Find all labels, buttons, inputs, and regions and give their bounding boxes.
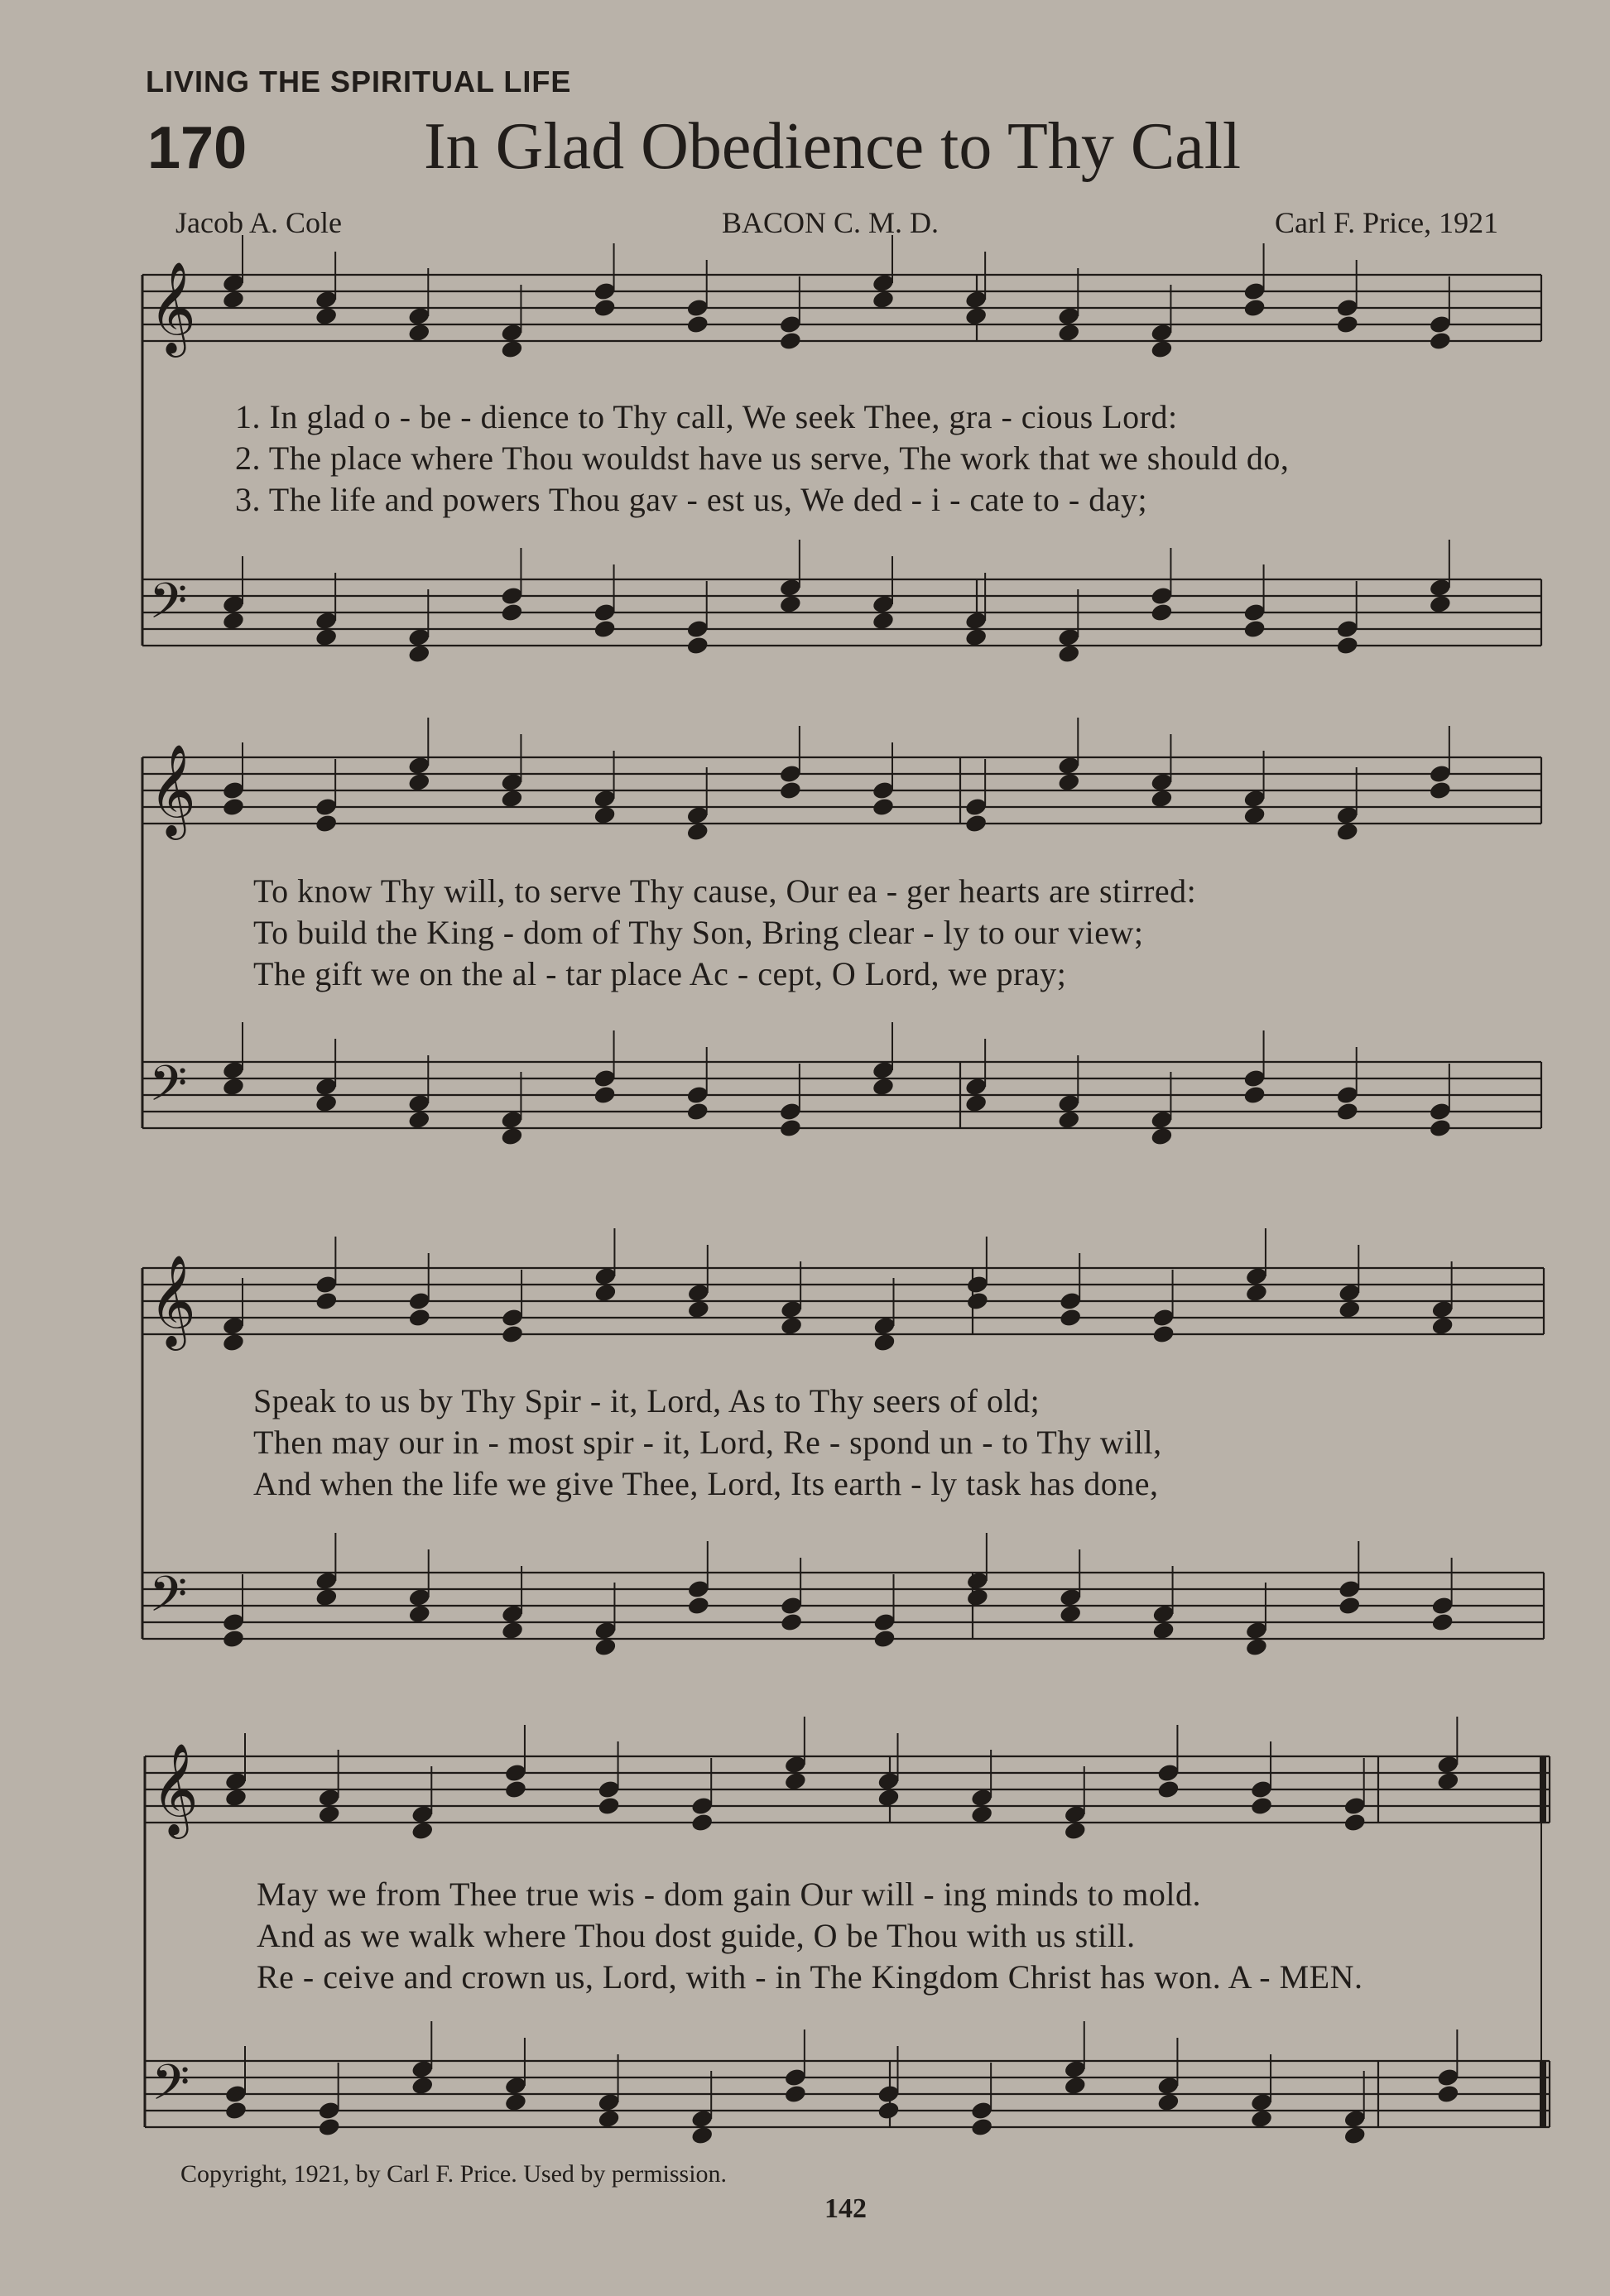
note-head — [1057, 643, 1081, 664]
note-head — [411, 1820, 435, 1841]
note-head — [593, 297, 617, 318]
note-head — [966, 1290, 990, 1311]
treble-clef-icon: 𝄞 — [149, 1254, 196, 1347]
note-head — [1242, 297, 1266, 318]
note-head — [315, 1093, 339, 1113]
note-head — [407, 771, 431, 792]
treble-clef-icon: 𝄞 — [151, 1742, 199, 1835]
note-head — [500, 602, 524, 622]
note-head — [407, 643, 431, 664]
note-head — [1151, 1620, 1175, 1640]
note-head — [224, 2100, 248, 2121]
note-head — [779, 780, 803, 800]
note-head — [872, 289, 896, 310]
note-head — [964, 1093, 988, 1113]
note-head — [1059, 1603, 1083, 1624]
note-head — [1151, 1323, 1175, 1344]
note-head — [966, 1587, 990, 1607]
note-head — [1335, 314, 1359, 334]
note-head — [407, 1603, 431, 1624]
note-head — [1150, 602, 1174, 622]
note-head — [1430, 1315, 1454, 1336]
note-head — [222, 1332, 246, 1352]
note-head — [686, 1595, 710, 1616]
note-head — [222, 1076, 246, 1097]
treble-clef-icon: 𝄞 — [149, 261, 196, 353]
note-head — [1250, 2108, 1274, 2129]
note-head — [877, 1787, 901, 1808]
bass-clef-icon: 𝄢 — [149, 1054, 188, 1124]
note-head — [315, 627, 339, 647]
note-head — [690, 1812, 714, 1832]
note-head — [685, 314, 709, 334]
page-number: 142 — [824, 2193, 867, 2224]
tune-name: BACON C. M. D. — [722, 206, 940, 239]
composer: Carl F. Price, 1921 — [1275, 206, 1499, 239]
note-head — [1057, 322, 1081, 343]
note-head — [1343, 2125, 1367, 2145]
hymn-number: 170 — [147, 115, 248, 181]
note-head — [1156, 2092, 1180, 2112]
note-head — [1338, 1299, 1362, 1319]
note-head — [500, 1126, 524, 1146]
note-head — [1242, 618, 1266, 639]
lyric-line: 1. In glad o - be - dience to Thy call, We seek Thee, gra - cious Lord: — [235, 398, 1178, 435]
note-head — [779, 1117, 803, 1138]
note-head — [1057, 1109, 1081, 1130]
note-head — [222, 610, 246, 631]
lyric-line: The gift we on the al - tar place Ac - cept, O Lord, we pray; — [253, 955, 1067, 992]
note-head — [686, 1299, 710, 1319]
note-head — [784, 2083, 808, 2104]
note-head — [1242, 1084, 1266, 1105]
note-head — [1063, 1820, 1087, 1841]
lyric-line: Re - ceive and crown us, Lord, with - in The Kingdom Christ has won. A - MEN. — [257, 1958, 1363, 1996]
note-head — [504, 2092, 528, 2112]
note-head — [964, 813, 988, 833]
note-head — [315, 305, 339, 326]
author: Jacob A. Cole — [175, 206, 342, 239]
note-head — [1429, 780, 1453, 800]
note-head — [315, 813, 339, 833]
note-head — [222, 1628, 246, 1649]
note-head — [685, 821, 709, 842]
section-header: LIVING THE SPIRITUAL LIFE — [146, 65, 572, 98]
bass-clef-icon: 𝄢 — [149, 1565, 188, 1635]
note-head — [317, 1804, 341, 1824]
bass-clef-icon: 𝄢 — [151, 2053, 190, 2123]
note-head — [690, 2125, 714, 2145]
note-head — [501, 1620, 525, 1640]
note-head — [222, 796, 246, 817]
note-head — [685, 1101, 709, 1122]
note-head — [222, 289, 246, 310]
final-barline-thick — [1540, 2061, 1546, 2127]
lyric-line: 3. The life and powers Thou gav - est us, We ded - i - cate to - day; — [235, 481, 1148, 518]
note-head — [1059, 1307, 1083, 1328]
note-head — [779, 330, 803, 351]
lyric-line: To know Thy will, to serve Thy cause, Our ea - ger hearts are stirred: — [253, 872, 1197, 910]
note-head — [1250, 1795, 1274, 1816]
note-head — [504, 1779, 528, 1799]
lyric-line: And as we walk where Thou dost guide, O be Thou with us still. — [257, 1917, 1136, 1954]
note-head — [872, 610, 896, 631]
note-head — [685, 635, 709, 656]
note-head — [1429, 1117, 1453, 1138]
note-head — [500, 339, 524, 359]
note-head — [1150, 788, 1174, 809]
note-head — [1335, 635, 1359, 656]
note-head — [970, 1804, 994, 1824]
note-head — [872, 1076, 896, 1097]
lyric-line: And when the life we give Thee, Lord, Its earth - ly task has done, — [253, 1465, 1159, 1502]
note-head — [784, 1770, 808, 1791]
note-head — [1150, 1126, 1174, 1146]
note-head — [964, 305, 988, 326]
note-head — [411, 2075, 435, 2096]
note-head — [1063, 2075, 1087, 2096]
note-head — [500, 788, 524, 809]
note-head — [780, 1315, 804, 1336]
note-head — [872, 796, 896, 817]
lyric-line: May we from Thee true wis - dom gain Our will - ing minds to mold. — [257, 1876, 1201, 1913]
note-head — [877, 2100, 901, 2121]
note-head — [407, 322, 431, 343]
hymn-title: In Glad Obedience to Thy Call — [424, 110, 1242, 183]
note-head — [970, 2116, 994, 2137]
note-head — [315, 1290, 339, 1311]
note-head — [407, 1109, 431, 1130]
lyric-line: 2. The place where Thou wouldst have us serve, The work that we should do, — [235, 440, 1290, 477]
note-head — [593, 805, 617, 825]
bass-clef-icon: 𝄢 — [149, 572, 188, 641]
note-head — [1057, 771, 1081, 792]
note-head — [1245, 1282, 1269, 1303]
note-head — [780, 1612, 804, 1632]
lyric-line: Then may our in - most spir - it, Lord, Re - spond un - to Thy will, — [253, 1424, 1162, 1461]
lyric-line: To build the King - dom of Thy Son, Bring clear - ly to our view; — [253, 914, 1144, 951]
note-head — [872, 1332, 896, 1352]
note-head — [1335, 821, 1359, 842]
note-head — [1150, 339, 1174, 359]
copyright-notice: Copyright, 1921, by Carl F. Price. Used by permission. — [180, 2160, 728, 2188]
note-head — [597, 1795, 621, 1816]
note-head — [501, 1323, 525, 1344]
note-head — [1429, 330, 1453, 351]
note-head — [407, 1307, 431, 1328]
note-head — [597, 2108, 621, 2129]
note-head — [1436, 1770, 1460, 1791]
note-head — [317, 2116, 341, 2137]
note-head — [593, 618, 617, 639]
note-head — [964, 627, 988, 647]
note-head — [1436, 2083, 1460, 2104]
note-head — [779, 593, 803, 614]
final-barline-thick — [1540, 1756, 1546, 1823]
note-head — [1343, 1812, 1367, 1832]
lyric-line: Speak to us by Thy Spir - it, Lord, As to Thy seers of old; — [253, 1382, 1040, 1419]
note-head — [1429, 593, 1453, 614]
note-head — [594, 1636, 618, 1657]
note-head — [1245, 1636, 1269, 1657]
note-head — [872, 1628, 896, 1649]
note-head — [1242, 805, 1266, 825]
note-head — [1338, 1595, 1362, 1616]
note-head — [1430, 1612, 1454, 1632]
note-head — [1156, 1779, 1180, 1799]
note-head — [594, 1282, 618, 1303]
note-head — [1335, 1101, 1359, 1122]
note-head — [315, 1587, 339, 1607]
treble-clef-icon: 𝄞 — [149, 743, 196, 836]
note-head — [224, 1787, 248, 1808]
note-head — [593, 1084, 617, 1105]
